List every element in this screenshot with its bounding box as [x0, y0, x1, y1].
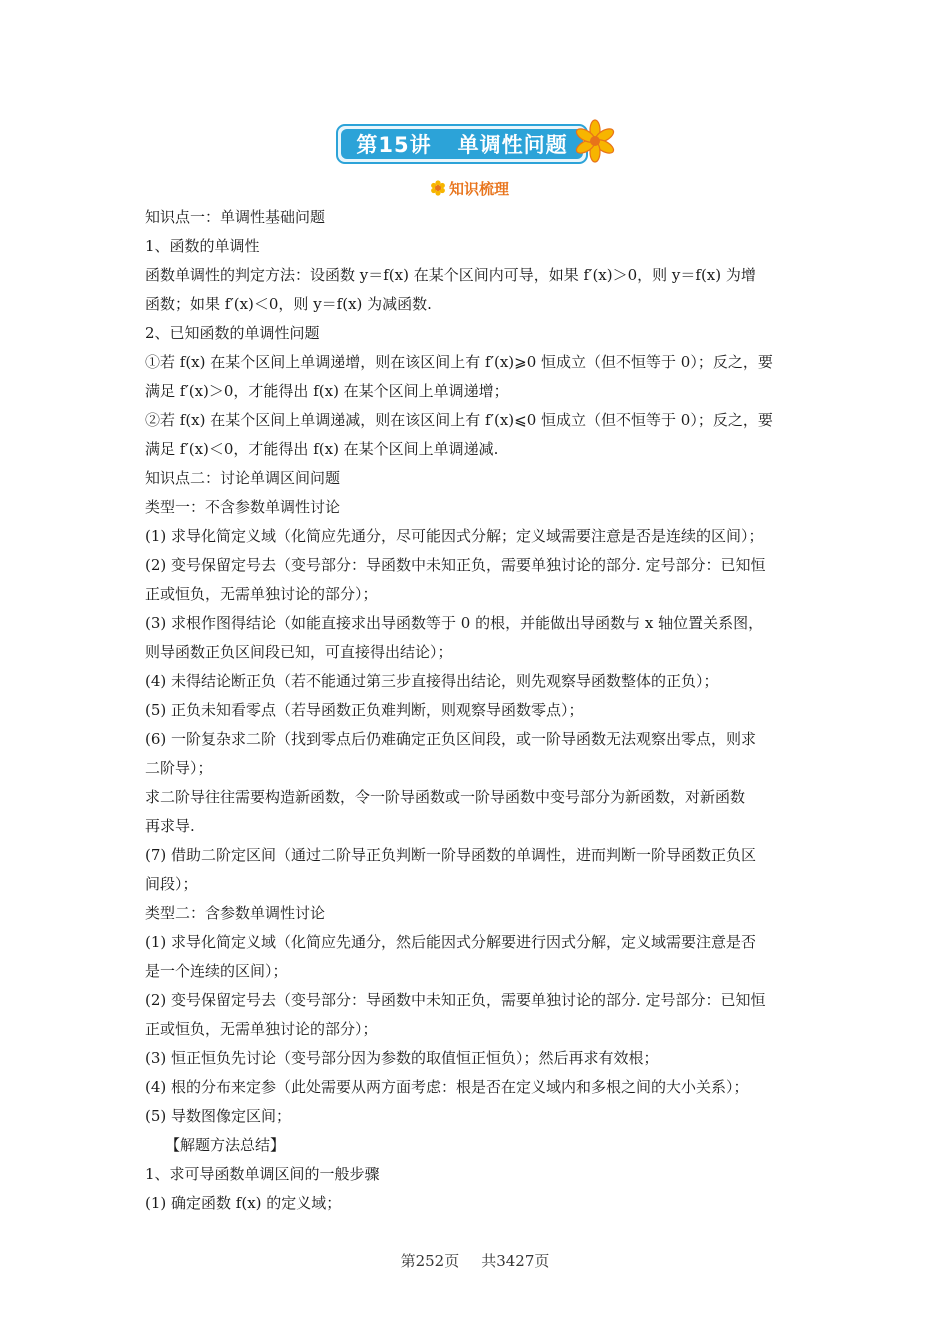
- text-line: 函数单调性的判定方法：设函数 y＝f(x) 在某个区间内可导，如果 f′(x)＞0，则 y＝f(x) 为增: [145, 266, 756, 284]
- lecture-title-banner: [336, 124, 588, 164]
- text-line: (2) 变号保留定号去（变号部分：导函数中未知正负，需要单独讨论的部分. 定号部分：已知恒: [145, 556, 766, 574]
- flower-icon: [572, 118, 618, 164]
- text-line: 2、已知函数的单调性问题: [145, 324, 320, 342]
- text-line: (2) 变号保留定号去（变号部分：导函数中未知正负，需要单独讨论的部分. 定号部分：已知恒: [145, 991, 766, 1009]
- text-line: 满足 f′(x)＞0，才能得出 f(x) 在某个区间上单调递增；: [145, 382, 509, 400]
- text-line: (5) 正负未知看零点（若导函数正负难判断，则观察导函数零点）；: [145, 701, 584, 719]
- section-heading: [430, 176, 509, 200]
- text-line: 间段）；: [145, 875, 198, 893]
- text-line: 正或恒负，无需单独讨论的部分）；: [145, 585, 378, 603]
- text-line: 求二阶导往往需要构造新函数，令一阶导函数或一阶导函数中变号部分为新函数，对新函数: [145, 788, 746, 806]
- page-footer: [0, 1250, 950, 1271]
- gear-flower-icon: [430, 180, 446, 196]
- lecture-number: 第15讲: [356, 133, 432, 157]
- text-line: (1) 求导化简定义域（化简应先通分，尽可能因式分解；定义域需要注意是否是连续的区间）；: [145, 527, 764, 545]
- text-line: (1) 确定函数 f(x) 的定义域；: [145, 1194, 342, 1212]
- text-line: (4) 根的分布来定参（此处需要从两方面考虑：根是否在定义域内和多根之间的大小关系）；: [145, 1078, 749, 1096]
- document-body: [145, 203, 813, 1218]
- text-line: (7) 借助二阶定区间（通过二阶导正负判断一阶导函数的单调性，进而判断一阶导函数正负区: [145, 846, 757, 864]
- text-line: (1) 求导化简定义域（化简应先通分，然后能因式分解要进行因式分解，定义域需要注意是否: [145, 933, 757, 951]
- section-heading-text: 知识梳理: [449, 179, 510, 198]
- text-line: (3) 求根作图得结论（如能直接求出导函数等于 0 的根，并能做出导函数与 x 轴位置关系图，: [145, 614, 764, 632]
- text-line: (3) 恒正恒负先讨论（变号部分因为参数的取值恒正恒负）；然后再求有效根；: [145, 1049, 659, 1067]
- text-line: 函数；如果 f′(x)＜0，则 y＝f(x) 为减函数.: [145, 295, 432, 313]
- text-line: 二阶导）；: [145, 759, 213, 777]
- text-line: (4) 未得结论断正负（若不能通过第三步直接得出结论，则先观察导函数整体的正负）；: [145, 672, 719, 690]
- text-line: 再求导.: [145, 817, 195, 835]
- lecture-title: 单调性问题: [457, 133, 568, 157]
- text-line: 知识点一：单调性基础问题: [145, 208, 326, 226]
- text-line: 1、求可导函数单调区间的一般步骤: [145, 1165, 380, 1183]
- text-line: (5) 导数图像定区间；: [145, 1107, 292, 1125]
- text-line: 满足 f′(x)＜0，才能得出 f(x) 在某个区间上单调递减.: [145, 440, 499, 458]
- page-total: 共3427页: [481, 1252, 550, 1270]
- text-line: 类型一：不含参数单调性讨论: [145, 498, 341, 516]
- text-line: 1、函数的单调性: [145, 237, 260, 255]
- text-line: ①若 f(x) 在某个区间上单调递增，则在该区间上有 f′(x)⩾0 恒成立（但不恒等于 0）；反之，要: [145, 353, 773, 371]
- text-line: 是一个连续的区间）；: [145, 962, 288, 980]
- text-line: 则导函数正负区间段已知，可直接得出结论）；: [145, 643, 453, 661]
- text-line: 类型二：含参数单调性讨论: [145, 904, 326, 922]
- text-line: 知识点二：讨论单调区间问题: [145, 469, 341, 487]
- page-number: 第252页: [400, 1252, 460, 1270]
- text-line: (6) 一阶复杂求二阶（找到零点后仍难确定正负区间段，或一阶导函数无法观察出零点，则求: [145, 730, 757, 748]
- text-line: 正或恒负，无需单独讨论的部分）；: [145, 1020, 378, 1038]
- text-line: ②若 f(x) 在某个区间上单调递减，则在该区间上有 f′(x)⩽0 恒成立（但不恒等于 0）；反之，要: [145, 411, 773, 429]
- lecture-title-banner-inner: [341, 129, 583, 159]
- method-summary-heading: 【解题方法总结】: [165, 1136, 286, 1154]
